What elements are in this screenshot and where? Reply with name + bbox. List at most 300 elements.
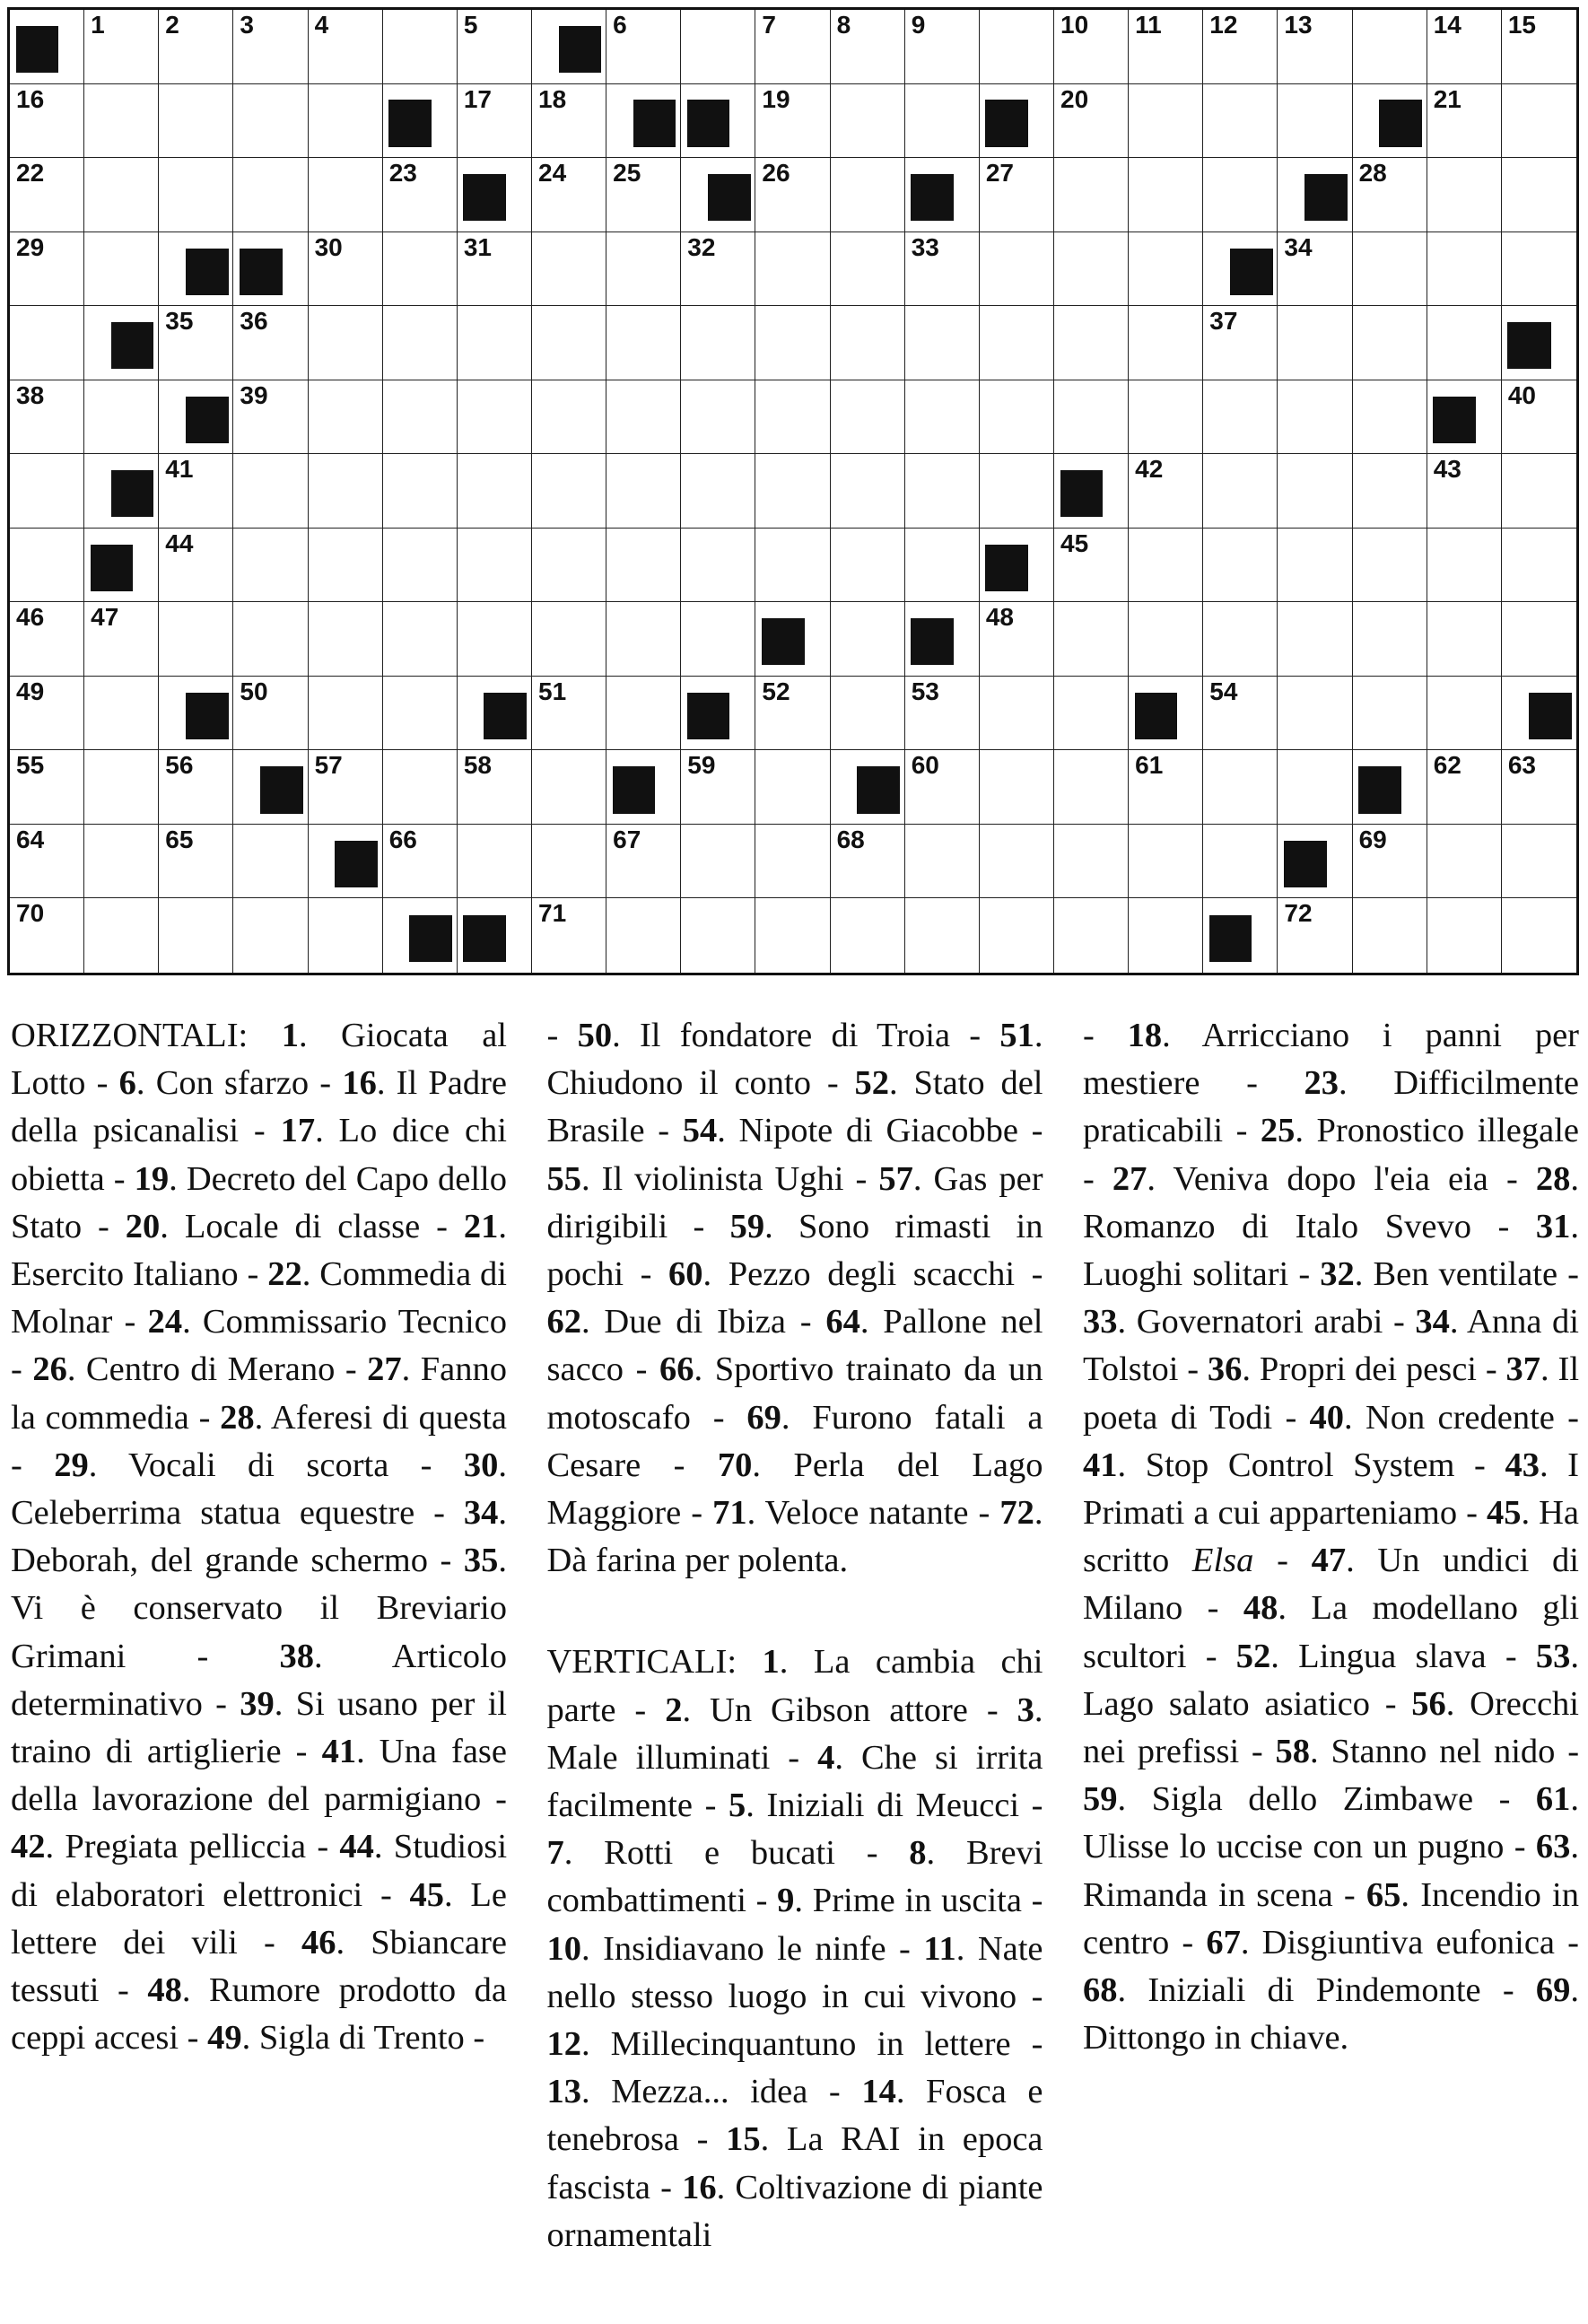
- grid-cell[interactable]: [1353, 306, 1427, 380]
- clue-orizzontali-46: 46. Sbiancare tessuti: [11, 1923, 507, 2010]
- grid-cell[interactable]: [233, 158, 308, 232]
- grid-cell[interactable]: [10, 158, 84, 232]
- grid-cell[interactable]: [980, 10, 1054, 84]
- grid-cell[interactable]: [233, 677, 308, 751]
- grid-cell[interactable]: [458, 380, 532, 455]
- grid-cell[interactable]: [309, 158, 383, 232]
- grid-cell[interactable]: [383, 529, 458, 603]
- grid-cell[interactable]: [10, 84, 84, 159]
- grid-cell[interactable]: [980, 825, 1054, 899]
- grid-cell[interactable]: [10, 898, 84, 973]
- grid-cell[interactable]: [831, 677, 905, 751]
- grid-cell[interactable]: [383, 602, 458, 677]
- grid-cell[interactable]: [84, 602, 159, 677]
- grid-cell[interactable]: [309, 898, 383, 973]
- grid-cell[interactable]: [10, 677, 84, 751]
- grid-cell[interactable]: [1278, 380, 1352, 455]
- grid-cell[interactable]: [1278, 602, 1352, 677]
- clue-number: 7: [546, 1834, 564, 1873]
- grid-cell[interactable]: [1502, 10, 1576, 84]
- grid-cell[interactable]: [1054, 898, 1129, 973]
- grid-cell[interactable]: [458, 825, 532, 899]
- grid-cell[interactable]: [10, 454, 84, 529]
- cell-number: 2: [165, 11, 179, 39]
- grid-cell[interactable]: [606, 529, 681, 603]
- grid-cell[interactable]: [1502, 825, 1576, 899]
- clue-number: 67: [1206, 1923, 1241, 1961]
- verticali-section: VERTICALI: 1. La cambia chi parte - 2. Un Gibson attore - 3. Male illuminati - 4. Che si irrita facilmente - 5. Iniziali di Meucci - 7. Rotti e bucati - 8. Brevi combattimenti - 9. Prime in uscita - 10. Insidiavano le ninfe - 11. Nate nello stesso luogo in cui vivono - 12. Millecinquantuno in lettere - 13. Mezza... idea - 14. Fosca e tenebrosa - 15. La RAI in epoca fascista - 16. Coltivazione di piante ornamentali: [546, 1643, 1043, 2254]
- grid-cell[interactable]: [1502, 158, 1576, 232]
- grid-cell[interactable]: [1054, 10, 1129, 84]
- grid-cell[interactable]: [84, 232, 159, 307]
- grid-cell[interactable]: [681, 898, 755, 973]
- grid-cell[interactable]: [831, 380, 905, 455]
- grid-cell[interactable]: [84, 825, 159, 899]
- grid-cell[interactable]: [1203, 825, 1278, 899]
- black-cell: [681, 677, 755, 751]
- clue-number: 42: [11, 1828, 46, 1866]
- grid-cell[interactable]: [905, 529, 980, 603]
- grid-cell[interactable]: [1129, 529, 1203, 603]
- black-square: [484, 693, 527, 739]
- grid-cell[interactable]: [681, 380, 755, 455]
- grid-cell[interactable]: [532, 158, 606, 232]
- grid-cell[interactable]: [458, 84, 532, 159]
- grid-cell[interactable]: [1353, 454, 1427, 529]
- grid-cell[interactable]: [755, 306, 830, 380]
- grid-cell[interactable]: [309, 454, 383, 529]
- grid-cell[interactable]: [1054, 602, 1129, 677]
- grid-cell[interactable]: [681, 306, 755, 380]
- grid-cell[interactable]: [159, 825, 233, 899]
- grid-cell[interactable]: [532, 454, 606, 529]
- clue-number: 40: [1309, 1398, 1345, 1437]
- clue-number: 5: [728, 1787, 746, 1825]
- grid-cell[interactable]: [1427, 232, 1502, 307]
- grid-cell[interactable]: [309, 677, 383, 751]
- grid-cell[interactable]: [309, 750, 383, 825]
- grid-cell[interactable]: [532, 306, 606, 380]
- grid-cell[interactable]: [1054, 158, 1129, 232]
- grid-cell[interactable]: [1054, 677, 1129, 751]
- grid-cell[interactable]: [1353, 898, 1427, 973]
- grid-cell[interactable]: [681, 602, 755, 677]
- grid-cell[interactable]: [1129, 232, 1203, 307]
- grid-cell[interactable]: [1427, 677, 1502, 751]
- clue-orizzontali-17: 17. Lo dice chi obietta: [11, 1112, 507, 1198]
- clue-number: 71: [712, 1494, 747, 1533]
- clue-text: Ben ventilate: [1373, 1255, 1558, 1294]
- clue-number: 27: [1112, 1159, 1147, 1198]
- grid-cell[interactable]: [606, 898, 681, 973]
- grid-cell[interactable]: [755, 825, 830, 899]
- grid-cell[interactable]: [1054, 529, 1129, 603]
- grid-cell[interactable]: [980, 898, 1054, 973]
- grid-cell[interactable]: [532, 84, 606, 159]
- grid-cell[interactable]: [905, 84, 980, 159]
- grid-cell[interactable]: [1353, 232, 1427, 307]
- clue-orizzontali-50: 50. Il fondatore di Troia: [577, 1017, 951, 1054]
- grid-cell[interactable]: [1502, 454, 1576, 529]
- grid-cell[interactable]: [532, 677, 606, 751]
- cell-number: 40: [1507, 380, 1536, 409]
- grid-cell[interactable]: [831, 232, 905, 307]
- black-square: [240, 249, 283, 295]
- grid-cell[interactable]: [831, 306, 905, 380]
- clue-text: Commedia di Molnar: [11, 1255, 507, 1341]
- grid-cell[interactable]: [1502, 750, 1576, 825]
- grid-cell[interactable]: [1427, 10, 1502, 84]
- grid-cell[interactable]: [1203, 454, 1278, 529]
- clue-orizzontali-72: 72. Dà farina per polenta.: [546, 1494, 1043, 1580]
- grid-cell[interactable]: [532, 898, 606, 973]
- grid-cell[interactable]: [1502, 529, 1576, 603]
- grid-cell[interactable]: [831, 454, 905, 529]
- grid-cell[interactable]: [1054, 306, 1129, 380]
- grid-cell[interactable]: [1203, 84, 1278, 159]
- grid-cell[interactable]: [1427, 602, 1502, 677]
- clue-number: 3: [1016, 1691, 1034, 1729]
- clue-orizzontali-59: 59. Sono rimasti in pochi: [546, 1207, 1043, 1294]
- cell-number: 5: [463, 11, 478, 39]
- grid-cell[interactable]: [1203, 677, 1278, 751]
- grid-cell[interactable]: [905, 898, 980, 973]
- grid-cell[interactable]: [159, 306, 233, 380]
- grid-cell[interactable]: [1054, 825, 1129, 899]
- grid-cell[interactable]: [1129, 602, 1203, 677]
- grid-cell[interactable]: [383, 306, 458, 380]
- grid-cell[interactable]: [905, 825, 980, 899]
- grid-cell[interactable]: [1129, 84, 1203, 159]
- grid-cell[interactable]: [233, 84, 308, 159]
- grid-cell[interactable]: [606, 306, 681, 380]
- grid-cell[interactable]: [532, 750, 606, 825]
- grid-cell[interactable]: [831, 10, 905, 84]
- grid-cell[interactable]: [681, 232, 755, 307]
- grid-cell[interactable]: [980, 232, 1054, 307]
- clue-number: 37: [1505, 1350, 1541, 1389]
- grid-cell[interactable]: [233, 825, 308, 899]
- grid-cell[interactable]: [10, 380, 84, 455]
- grid-cell[interactable]: [383, 380, 458, 455]
- grid-cell[interactable]: [458, 750, 532, 825]
- clue-text: Furono fatali a Cesare: [546, 1398, 1043, 1484]
- grid-cell[interactable]: [606, 232, 681, 307]
- grid-cell[interactable]: [606, 10, 681, 84]
- grid-cell[interactable]: [831, 898, 905, 973]
- black-cell: [606, 750, 681, 825]
- grid-cell[interactable]: [1203, 380, 1278, 455]
- grid-cell[interactable]: [458, 232, 532, 307]
- grid-cell[interactable]: [159, 158, 233, 232]
- grid-cell[interactable]: [84, 677, 159, 751]
- grid-cell[interactable]: [1054, 380, 1129, 455]
- black-square: [1230, 249, 1273, 295]
- grid-cell[interactable]: [1203, 158, 1278, 232]
- grid-cell[interactable]: [10, 232, 84, 307]
- clue-number: 45: [1486, 1494, 1522, 1533]
- grid-cell[interactable]: [1278, 454, 1352, 529]
- cell-number: 44: [165, 529, 194, 557]
- grid-cell[interactable]: [1502, 84, 1576, 159]
- grid-cell[interactable]: [1353, 158, 1427, 232]
- clue-verticali-8: 8. Brevi combattimenti: [546, 1834, 1043, 1920]
- grid-cell[interactable]: [1129, 898, 1203, 973]
- grid-cell[interactable]: [1427, 84, 1502, 159]
- clue-verticali-32: 32. Ben ventilate: [1320, 1255, 1558, 1294]
- clue-orizzontali-69: 69. Furono fatali a Cesare: [546, 1398, 1043, 1484]
- grid-cell[interactable]: [905, 306, 980, 380]
- grid-cell[interactable]: [1427, 158, 1502, 232]
- grid-cell[interactable]: [980, 750, 1054, 825]
- grid-cell[interactable]: [383, 10, 458, 84]
- black-cell: [383, 84, 458, 159]
- grid-cell[interactable]: [458, 529, 532, 603]
- grid-cell[interactable]: [905, 232, 980, 307]
- grid-cell[interactable]: [1129, 380, 1203, 455]
- grid-cell[interactable]: [383, 232, 458, 307]
- grid-cell[interactable]: [309, 84, 383, 159]
- grid-cell[interactable]: [980, 602, 1054, 677]
- grid-cell[interactable]: [1502, 380, 1576, 455]
- grid-cell[interactable]: [1054, 232, 1129, 307]
- grid-cell[interactable]: [1129, 750, 1203, 825]
- grid-cell[interactable]: [84, 10, 159, 84]
- clue-text: Iniziali di Pindemonte: [1147, 1971, 1481, 2010]
- grid-cell[interactable]: [159, 750, 233, 825]
- grid-cell[interactable]: [755, 898, 830, 973]
- grid-cell[interactable]: [159, 529, 233, 603]
- clue-number: 58: [1275, 1733, 1311, 1771]
- grid-cell[interactable]: [1278, 306, 1352, 380]
- grid-cell[interactable]: [905, 380, 980, 455]
- grid-cell[interactable]: [1278, 750, 1352, 825]
- grid-cell[interactable]: [606, 602, 681, 677]
- grid-cell[interactable]: [233, 380, 308, 455]
- grid-cell[interactable]: [84, 380, 159, 455]
- grid-cell[interactable]: [606, 825, 681, 899]
- grid-cell[interactable]: [383, 158, 458, 232]
- grid-cell[interactable]: [1278, 529, 1352, 603]
- grid-cell[interactable]: [309, 380, 383, 455]
- grid-cell[interactable]: [755, 750, 830, 825]
- grid-cell[interactable]: [458, 306, 532, 380]
- grid-cell[interactable]: [532, 825, 606, 899]
- clue-number: 15: [726, 2120, 761, 2159]
- cell-number: 16: [16, 84, 45, 113]
- black-cell: [10, 10, 84, 84]
- grid-cell[interactable]: [84, 750, 159, 825]
- grid-cell[interactable]: [755, 529, 830, 603]
- grid-cell[interactable]: [1353, 380, 1427, 455]
- grid-cell[interactable]: [309, 602, 383, 677]
- grid-cell[interactable]: [1278, 898, 1352, 973]
- grid-cell[interactable]: [10, 750, 84, 825]
- grid-cell[interactable]: [309, 529, 383, 603]
- clue-orizzontali-49: 49. Sigla di Trento: [207, 2019, 465, 2058]
- grid-cell[interactable]: [1353, 677, 1427, 751]
- grid-cell[interactable]: [159, 10, 233, 84]
- grid-cell[interactable]: [681, 825, 755, 899]
- grid-cell[interactable]: [1502, 898, 1576, 973]
- grid-cell[interactable]: [980, 380, 1054, 455]
- black-cell: [905, 602, 980, 677]
- grid-cell[interactable]: [1427, 898, 1502, 973]
- black-square: [985, 100, 1028, 146]
- grid-cell[interactable]: [1129, 158, 1203, 232]
- grid-cell[interactable]: [1278, 84, 1352, 159]
- cell-number: 10: [1060, 11, 1089, 39]
- grid-cell[interactable]: [1427, 454, 1502, 529]
- grid-cell[interactable]: [905, 677, 980, 751]
- grid-cell[interactable]: [905, 10, 980, 84]
- grid-cell[interactable]: [159, 454, 233, 529]
- grid-cell[interactable]: [458, 602, 532, 677]
- grid-cell[interactable]: [159, 602, 233, 677]
- grid-cell[interactable]: [1427, 529, 1502, 603]
- black-square: [1135, 693, 1178, 739]
- grid-cell[interactable]: [980, 306, 1054, 380]
- grid-cell[interactable]: [383, 750, 458, 825]
- grid-cell[interactable]: [980, 158, 1054, 232]
- grid-cell[interactable]: [755, 454, 830, 529]
- grid-cell[interactable]: [606, 454, 681, 529]
- grid-cell[interactable]: [84, 84, 159, 159]
- grid-cell[interactable]: [681, 750, 755, 825]
- grid-cell[interactable]: [309, 10, 383, 84]
- grid-cell[interactable]: [1129, 454, 1203, 529]
- grid-cell[interactable]: [10, 825, 84, 899]
- grid-cell[interactable]: [1203, 602, 1278, 677]
- clue-text: Decreto del Capo dello Stato: [11, 1159, 508, 1245]
- grid-cell[interactable]: [831, 158, 905, 232]
- grid-cell[interactable]: [980, 454, 1054, 529]
- grid-cell[interactable]: [84, 158, 159, 232]
- black-square: [708, 174, 751, 221]
- grid-cell[interactable]: [383, 677, 458, 751]
- grid-cell[interactable]: [1129, 306, 1203, 380]
- clue-text: Disgiuntiva eufonica: [1261, 1923, 1556, 1961]
- grid-cell[interactable]: [681, 454, 755, 529]
- grid-cell[interactable]: [1353, 602, 1427, 677]
- grid-cell[interactable]: [383, 454, 458, 529]
- grid-cell[interactable]: [1203, 529, 1278, 603]
- cell-number: 48: [985, 603, 1014, 632]
- grid-cell[interactable]: [755, 158, 830, 232]
- clue-verticali-9: 9. Prime in uscita: [777, 1882, 1022, 1920]
- grid-cell[interactable]: [831, 529, 905, 603]
- grid-cell[interactable]: [1203, 10, 1278, 84]
- grid-cell[interactable]: [1203, 750, 1278, 825]
- grid-cell[interactable]: [980, 677, 1054, 751]
- grid-cell[interactable]: [1129, 825, 1203, 899]
- grid-cell[interactable]: [309, 232, 383, 307]
- grid-cell[interactable]: [755, 380, 830, 455]
- grid-cell[interactable]: [606, 380, 681, 455]
- grid-cell[interactable]: [1427, 750, 1502, 825]
- grid-cell[interactable]: [831, 825, 905, 899]
- grid-cell[interactable]: [681, 10, 755, 84]
- clue-verticali-27: 27. Veniva dopo l'eia eia: [1112, 1159, 1488, 1198]
- grid-cell[interactable]: [532, 380, 606, 455]
- grid-cell[interactable]: [532, 602, 606, 677]
- grid-cell[interactable]: [1502, 232, 1576, 307]
- clue-number: 29: [54, 1446, 89, 1484]
- grid-cell[interactable]: [755, 232, 830, 307]
- orizzontali-section: - 50. Il fondatore di Troia - 51. Chiudono il conto - 52. Stato del Brasile - 54. Nipote di Giacobbe - 55. Il violinista Ughi - 57. Gas per dirigibili - 59. Sono rimasti in pochi - 60. Pezzo degli scacchi - 62. Due di Ibiza - 64. Pallone nel sacco - 66. Sportivo trainato da un motoscafo - 69. Furono fatali a Cesare - 70. Perla del Lago Maggiore - 71. Veloce natante - 72. Dà farina per polenta.: [546, 1017, 1043, 1580]
- grid-cell[interactable]: [309, 306, 383, 380]
- grid-cell[interactable]: [458, 454, 532, 529]
- grid-cell[interactable]: [10, 529, 84, 603]
- grid-cell[interactable]: [1129, 10, 1203, 84]
- cell-number: 71: [538, 899, 567, 928]
- grid-cell[interactable]: [905, 454, 980, 529]
- grid-cell[interactable]: [1353, 825, 1427, 899]
- grid-cell[interactable]: [1054, 750, 1129, 825]
- grid-cell[interactable]: [233, 529, 308, 603]
- grid-cell[interactable]: [681, 529, 755, 603]
- grid-cell[interactable]: [233, 306, 308, 380]
- grid-cell[interactable]: [458, 10, 532, 84]
- grid-cell[interactable]: [831, 602, 905, 677]
- clue-number: 41: [1083, 1446, 1118, 1484]
- grid-cell[interactable]: [1353, 10, 1427, 84]
- crossword-grid: [7, 7, 1579, 975]
- grid-cell[interactable]: [10, 306, 84, 380]
- grid-cell[interactable]: [755, 84, 830, 159]
- grid-cell[interactable]: [233, 454, 308, 529]
- clue-verticali-15: 15. La RAI in epoca fascista: [546, 2120, 1043, 2206]
- grid-cell[interactable]: [1427, 825, 1502, 899]
- black-cell: [980, 84, 1054, 159]
- grid-cell[interactable]: [1427, 306, 1502, 380]
- grid-cell[interactable]: [532, 529, 606, 603]
- clue-text: Ulisse lo uccise con un pugno: [1083, 1828, 1505, 1866]
- grid-cell[interactable]: [10, 602, 84, 677]
- clue-verticali-37: 37. Il poeta di Todi: [1083, 1350, 1580, 1437]
- verticali-heading: VERTICALI:: [546, 1643, 737, 1682]
- grid-cell[interactable]: [1278, 10, 1352, 84]
- black-cell: [1278, 825, 1352, 899]
- grid-cell[interactable]: [532, 232, 606, 307]
- cell-number: 15: [1507, 11, 1536, 39]
- grid-cell[interactable]: [233, 602, 308, 677]
- grid-cell[interactable]: [159, 84, 233, 159]
- grid-cell[interactable]: [755, 677, 830, 751]
- grid-cell[interactable]: [905, 750, 980, 825]
- grid-cell[interactable]: [606, 677, 681, 751]
- grid-cell[interactable]: [1054, 84, 1129, 159]
- grid-cell[interactable]: [1203, 306, 1278, 380]
- cell-number: 20: [1060, 84, 1089, 113]
- grid-cell[interactable]: [233, 10, 308, 84]
- black-square: [613, 766, 656, 813]
- grid-cell[interactable]: [755, 10, 830, 84]
- clue-number: 66: [659, 1350, 694, 1389]
- grid-cell[interactable]: [1502, 602, 1576, 677]
- grid-cell[interactable]: [383, 825, 458, 899]
- grid-cell[interactable]: [233, 898, 308, 973]
- grid-cell[interactable]: [1353, 529, 1427, 603]
- cell-number: 28: [1358, 159, 1387, 188]
- grid-cell[interactable]: [1278, 677, 1352, 751]
- clue-text: Locale di classe: [184, 1207, 421, 1245]
- grid-cell[interactable]: [831, 84, 905, 159]
- grid-cell[interactable]: [606, 158, 681, 232]
- grid-cell[interactable]: [159, 898, 233, 973]
- grid-cell[interactable]: [1278, 232, 1352, 307]
- grid-cell[interactable]: [84, 898, 159, 973]
